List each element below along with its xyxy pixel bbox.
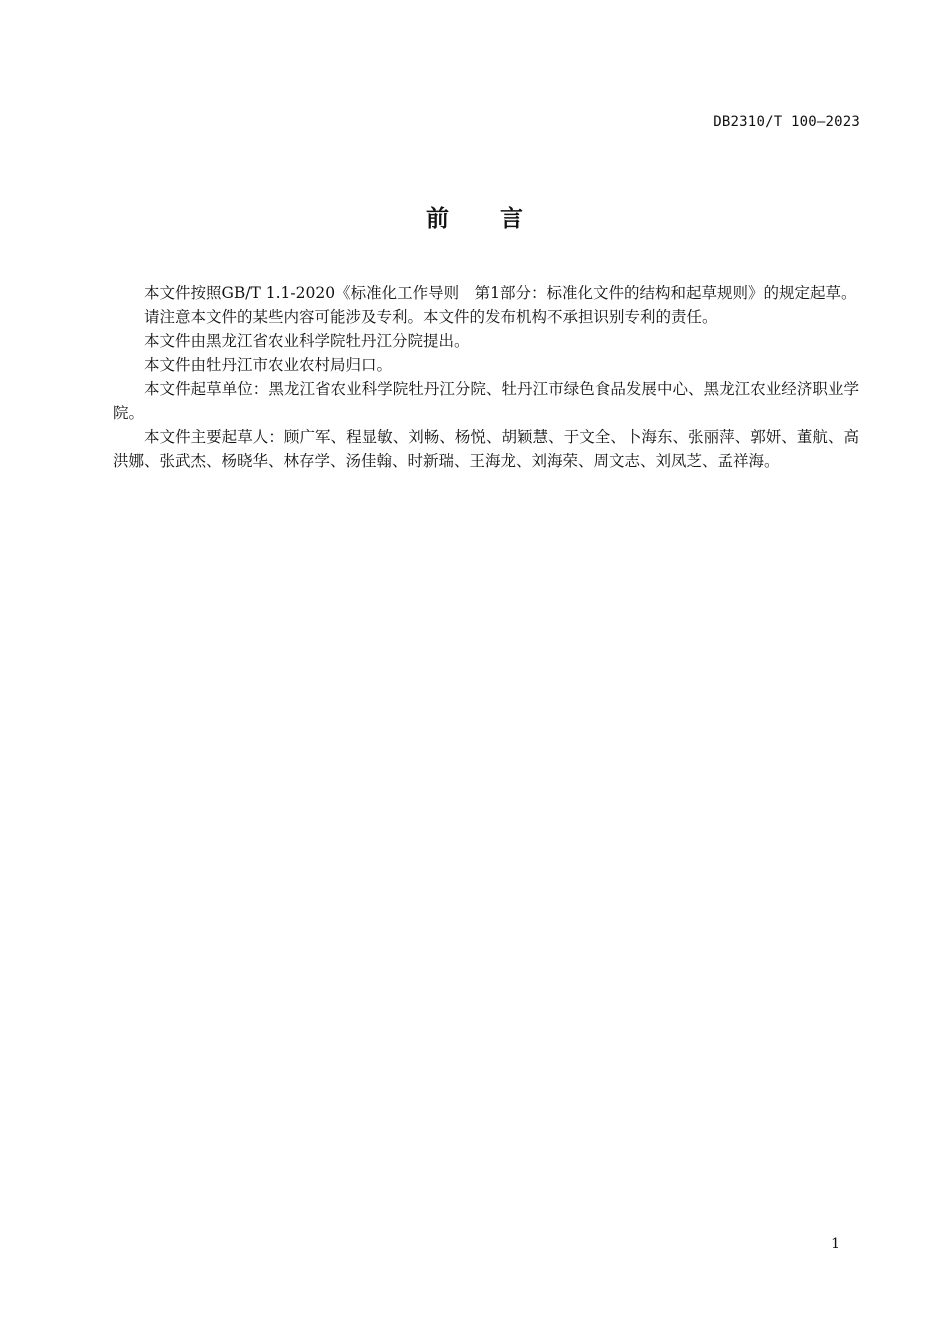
title-char-2: 言 bbox=[500, 206, 524, 232]
document-code: DB2310/T 100—2023 bbox=[713, 114, 860, 130]
paragraph-drafters: 本文件主要起草人：顾广军、程显敏、刘畅、杨悦、胡颖慧、于文全、卜海东、张丽萍、郭妍、董航、高洪娜、张武杰、杨晓华、林存学、汤佳翰、时新瑞、王海龙、刘海荣、周文志、刘凤芝、孟祥海。 bbox=[113, 428, 859, 470]
page-title bbox=[0, 200, 950, 233]
foreword-body bbox=[113, 281, 859, 473]
paragraph-standard-basis: 本文件按照GB/T 1.1-2020《标准化工作导则 第1部分：标准化文件的结构和起草规则》的规定起草。 bbox=[144, 284, 857, 302]
page-number: 1 bbox=[831, 1236, 840, 1252]
paragraph-centralized-by: 本文件由牡丹江市农业农村局归口。 bbox=[144, 356, 393, 374]
title-char-1: 前 bbox=[426, 206, 450, 232]
paragraph-proposer: 本文件由黑龙江省农业科学院牡丹江分院提出。 bbox=[144, 332, 470, 350]
paragraph-patent-notice: 请注意本文件的某些内容可能涉及专利。本文件的发布机构不承担识别专利的责任。 bbox=[144, 308, 718, 326]
paragraph-drafting-units: 本文件起草单位：黑龙江省农业科学院牡丹江分院、牡丹江市绿色食品发展中心、黑龙江农业经济职业学院。 bbox=[113, 380, 859, 422]
